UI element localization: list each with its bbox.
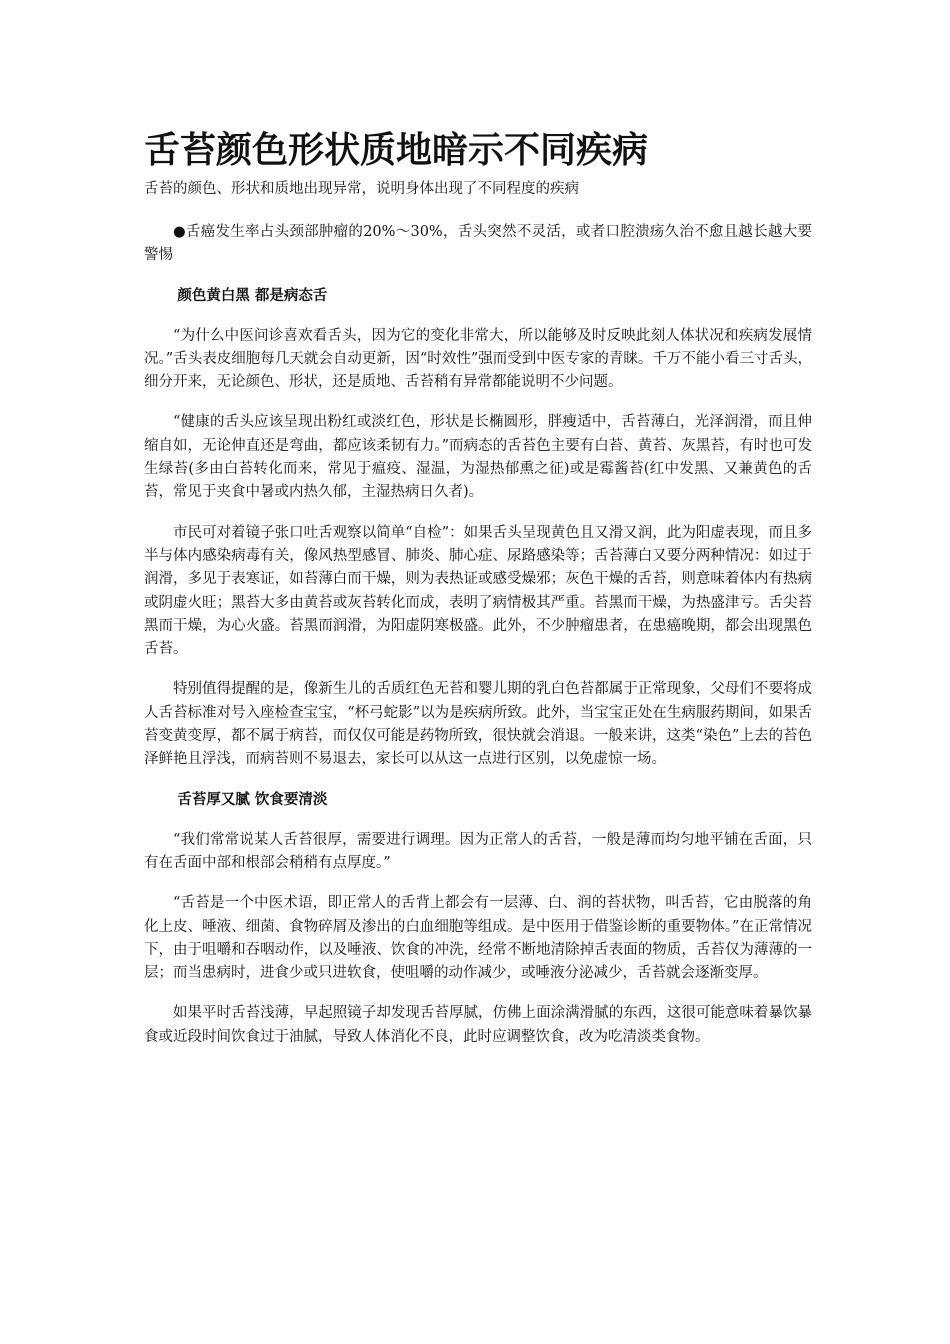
intro-paragraph: ●舌癌发生率占头颈部肿瘤的20%～30%，舌头突然不灵活，或者口腔溃疡久治不愈且越长越大要警惕 (144, 224, 812, 264)
paragraph: “舌苔是一个中医术语，即正常人的舌背上都会有一层薄、白、润的苔状物，叫舌苔，它由脱落的角化上皮、唾液、细菌、食物碎屑及渗出的白血细胞等组成。是中医用于借鉴诊断的重要物体。”在正常情况下，由于咀嚼和吞咽动作，以及唾液、饮食的冲洗，经常不断地清除掉舌表面的物质，舌苔仅为薄薄的一层；而当患病时，进食少或只进软食，使咀嚼的动作减少，或唾液分泌减少，舌苔就会逐渐变厚。 (144, 895, 812, 982)
paragraph: 市民可对着镜子张口吐舌观察以简单“自检”：如果舌头呈现黄色且又滑又润，此为阳虚表现，而且多半与体内感染病毒有关，像风热型感冒、肺炎、肺心症、尿路感染等；舌苔薄白又要分两种情况：如过于润滑，多见于表寒证，如苔薄白而干燥，则为表热证或感受燥邪；灰色干燥的舌苔，则意味着体内有热病或阴虚火旺；黑苔大多由黄苔或灰苔转化而成，表明了病情极其严重。苔黑而干燥，为热盛津亏。舌尖苔黑而干燥，为心火盛。苔黑而润滑，为阳虚阴寒极盛。此外，不少肿瘤患者，在患癌晚期，都会出现黑色舌苔。 (144, 524, 812, 658)
paragraph: “健康的舌头应该呈现出粉红或淡红色，形状是长椭圆形，胖瘦适中，舌苔薄白，光泽润滑，而且伸缩自如，无论伸直还是弯曲，都应该柔韧有力。”而病态的舌苔色主要有白苔、黄苔、灰黑苔，有时也可发生绿苔(多由白苔转化而来，常见于瘟疫、湿温，为湿热郁熏之征)或是霉酱苔(红中发黑、又兼黄色的舌苔，常见于夹食中暑或内热久郁，主湿热病日久者)。 (144, 414, 812, 501)
section-heading-color: 颜色黄白黑 都是病态舌 (177, 287, 328, 304)
paragraph: 特别值得提醒的是，像新生儿的舌质红色无苔和婴儿期的乳白色苔都属于正常现象，父母们不要将成人舌苔标准对号入座检查宝宝，“杯弓蛇影”以为是疾病所致。此外，当宝宝正处在生病服药期间，如果舌苔变黄变厚，都不属于病苔，而仅仅可能是药物所致，很快就会消退。一般来讲，这类“染色”上去的苔色泽鲜艳且浮浅，而病苔则不易退去，家长可以从这一点进行区别，以免虚惊一场。 (144, 681, 812, 768)
section-heading-thickness: 舌苔厚又腻 饮食要清淡 (177, 791, 328, 808)
paragraph: “我们常常说某人舌苔很厚，需要进行调理。因为正常人的舌苔，一般是薄而均匀地平铺在舌面，只有在舌面中部和根部会稍稍有点厚度。” (144, 831, 812, 871)
article-subtitle: 舌苔的颜色、形状和质地出现异常，说明身体出现了不同程度的疾病 (144, 181, 579, 197)
paragraph: “为什么中医问诊喜欢看舌头，因为它的变化非常大，所以能够及时反映此刻人体状况和疾病发展情况。”舌头表皮细胞每几天就会自动更新，因“时效性”强而受到中医专家的青睐。千万不能小看三寸舌头，细分开来，无论颜色、形状，还是质地、舌苔稍有异常都能说明不少问题。 (144, 327, 812, 391)
article-title: 舌苔颜色形状质地暗示不同疾病 (144, 130, 649, 171)
paragraph: 如果平时舌苔浅薄，早起照镜子却发现舌苔厚腻，仿佛上面涂满滑腻的东西，这很可能意味着暴饮暴食或近段时间饮食过于油腻，导致人体消化不良，此时应调整饮食，改为吃清淡类食物。 (144, 1005, 812, 1045)
article (144, 126, 812, 1049)
